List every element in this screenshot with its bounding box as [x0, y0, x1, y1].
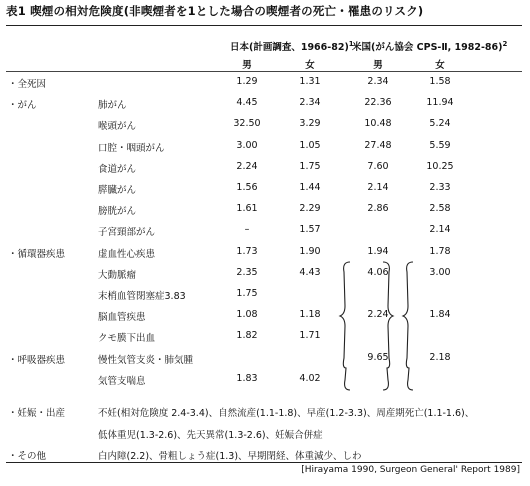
disease-label: 肺がん — [98, 100, 127, 112]
category-label: ・呼吸器疾患 — [8, 354, 66, 366]
value-um: 2.34 — [367, 76, 389, 87]
value-jm: 2.24 — [236, 160, 258, 172]
value-jf: 1.90 — [299, 245, 321, 257]
japan-footnote-mark: 1 — [348, 39, 354, 48]
value-jm: 1.61 — [236, 203, 258, 215]
value-jf: 1.75 — [299, 160, 321, 172]
value-um: 7.60 — [367, 160, 389, 172]
pregnancy-line-1: 不妊(相対危険度 2.4-3.4)、自然流産(1.1-1.8)、早産(1.2-3.3)、周産期死亡(1.1-1.6)、 — [98, 408, 475, 419]
disease-label: 大動脈瘤 — [98, 269, 137, 281]
value-jf: 1.18 — [299, 309, 321, 321]
value-jm: 32.50 — [233, 118, 261, 130]
value-jm: 4.45 — [236, 97, 258, 109]
value-uf: 2.58 — [429, 203, 451, 215]
value-uf: 1.78 — [429, 245, 451, 257]
usa-male-header: 男 — [373, 60, 383, 71]
value-jm: 1.73 — [236, 245, 258, 257]
value-uf: 3.00 — [429, 266, 451, 278]
pregnancy-line-2: 低体重児(1.3-2.6)、先天異常(1.3-2.6)、妊娠合併症 — [98, 430, 323, 441]
value-jf: 1.05 — [299, 139, 321, 151]
value-jm: 3.00 — [236, 139, 258, 151]
other-category: ・その他 — [8, 451, 47, 462]
value-uf: 1.84 — [429, 309, 451, 321]
value-um: 4.06 — [367, 266, 389, 278]
value-jm: 1.75 — [236, 288, 258, 299]
value-uf: 2.14 — [429, 224, 451, 236]
category-label: ・循環器疾患 — [8, 248, 66, 260]
value-uf: 2.18 — [429, 351, 451, 363]
value-jm: 1.56 — [236, 182, 258, 193]
usa-female-brace — [403, 262, 415, 390]
category-label: ・全死因 — [8, 79, 47, 90]
value-jm: 1.82 — [236, 330, 258, 342]
value-jf: 1.71 — [299, 330, 321, 342]
value-um: 2.86 — [367, 203, 389, 215]
value-um: 1.94 — [367, 245, 389, 257]
value-jm: 1.08 — [236, 309, 258, 321]
japan-study-header — [230, 39, 354, 53]
pregnancy-category: ・妊娠・出産 — [8, 408, 66, 419]
disease-label: 末梢血管閉塞症3.83 — [98, 291, 186, 302]
value-jf: 2.29 — [299, 203, 321, 215]
disease-label: 脳血管疾患 — [98, 312, 146, 324]
source-citation: [Hirayama 1990, Surgeon General' Report 1989] — [301, 465, 520, 475]
value-uf: 10.25 — [426, 160, 454, 172]
value-um: 2.14 — [367, 182, 389, 193]
table-title: 表1 喫煙の相対危険度(非喫煙者を1とした場合の喫煙者の死亡・罹患のリスク) — [6, 4, 424, 18]
disease-label: 膀胱がん — [98, 206, 137, 218]
usa-female-header: 女 — [435, 60, 445, 71]
japan-female-header: 女 — [305, 60, 315, 71]
value-uf: 5.24 — [429, 118, 451, 130]
usa-footnote-mark: 2 — [502, 39, 508, 48]
other-line-1: 白内障(2.2)、骨粗しょう症(1.3)、早期閉経、体重減少、しわ — [98, 451, 362, 462]
value-um: 2.24 — [367, 309, 389, 321]
japan-study-label: 日本(計画調査、1966-82) — [230, 42, 349, 53]
value-jm: 2.35 — [236, 266, 258, 278]
value-um: 22.36 — [364, 97, 392, 109]
value-uf: 1.58 — [429, 76, 451, 87]
value-jf: 4.02 — [299, 372, 321, 384]
value-uf: 5.59 — [429, 139, 451, 151]
japan-male-header: 男 — [242, 60, 252, 71]
value-jf: 1.44 — [299, 182, 321, 193]
value-jf: 1.57 — [299, 224, 321, 236]
value-jm: 1.83 — [236, 372, 258, 384]
disease-label: 喉頭がん — [98, 121, 137, 133]
value-uf: 2.33 — [429, 182, 451, 193]
value-um: 9.65 — [367, 351, 389, 363]
disease-label: 膵臓がん — [98, 185, 137, 196]
disease-label: 口腔・咽頭がん — [98, 142, 165, 154]
table-frame — [6, 25, 522, 463]
disease-label: 慢性気管支炎・肺気腫 — [98, 354, 194, 366]
value-jf: 3.29 — [299, 118, 321, 130]
value-dash: – — [244, 224, 250, 236]
usa-male-brace-right — [381, 262, 393, 390]
value-jf: 2.34 — [299, 97, 321, 109]
disease-label: 虚血性心疾患 — [98, 248, 156, 260]
disease-label: 気管支喘息 — [98, 375, 146, 387]
value-uf: 11.94 — [426, 97, 454, 109]
value-um: 10.48 — [364, 118, 392, 130]
value-jm: 1.29 — [236, 76, 258, 87]
disease-label: クモ膜下出血 — [98, 333, 156, 345]
usa-study-header — [352, 39, 507, 53]
disease-label: 子宮頸部がん — [98, 227, 156, 239]
header-divider — [6, 71, 522, 72]
value-jf: 1.31 — [299, 76, 321, 87]
disease-label: 食道がん — [98, 163, 137, 175]
usa-study-label: 米国(がん協会 CPS-Ⅱ, 1982-86) — [352, 42, 503, 53]
value-um: 27.48 — [364, 139, 392, 151]
usa-male-brace — [340, 262, 352, 390]
category-label: ・がん — [8, 100, 37, 112]
value-jf: 4.43 — [299, 266, 321, 278]
